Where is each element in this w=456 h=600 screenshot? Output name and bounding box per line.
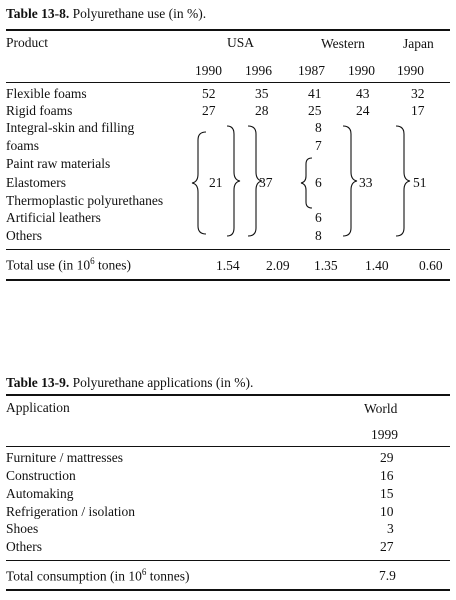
- row-label: Flexible foams: [6, 86, 87, 101]
- row-label: Thermoplastic polyurethanes: [6, 193, 164, 208]
- cell: 7: [315, 138, 322, 153]
- group-braces: [0, 0, 456, 260]
- cell: 1.35: [314, 258, 338, 273]
- row-label: Paint raw materials: [6, 156, 111, 171]
- row-label: Others: [6, 228, 42, 243]
- cell: 32: [411, 86, 425, 101]
- cell: 6: [315, 210, 322, 225]
- cell: 28: [255, 103, 269, 118]
- cell: 27: [380, 539, 394, 554]
- caption-label: Table 13-8.: [6, 6, 70, 21]
- cell: 10: [380, 504, 394, 519]
- header-year: 1996: [245, 63, 272, 78]
- header-year: 1990: [397, 63, 424, 78]
- total-label-end: tonnes): [146, 568, 190, 584]
- cell: 17: [411, 103, 425, 118]
- total-rule: [6, 249, 450, 250]
- cell: 27: [202, 103, 216, 118]
- cell: 29: [380, 450, 394, 465]
- header-year: 1999: [371, 427, 398, 442]
- header-japan: Japan: [403, 36, 434, 51]
- cell: 16: [380, 468, 394, 483]
- total-label-end: tones): [94, 257, 132, 273]
- header-usa: USA: [227, 35, 255, 50]
- cell: 43: [356, 86, 370, 101]
- row-label: Refrigeration / isolation: [6, 504, 135, 519]
- group-cell-japan-1990: 51: [413, 175, 427, 190]
- bottom-rule: [6, 589, 450, 591]
- row-label: Automaking: [6, 486, 74, 501]
- cell: 6: [315, 175, 322, 190]
- row-label: Others: [6, 539, 42, 554]
- cell: 35: [255, 86, 269, 101]
- cell: 8: [315, 120, 322, 135]
- cell: 7.9: [379, 568, 396, 583]
- cell: 25: [308, 103, 322, 118]
- cell: 1.40: [365, 258, 389, 273]
- header-year: 1990: [195, 63, 222, 78]
- total-label: [6, 568, 190, 583]
- header-year: 1987: [298, 63, 325, 78]
- cell: 15: [380, 486, 394, 501]
- caption-label: Table 13-9.: [6, 375, 70, 390]
- header-rule: [6, 446, 450, 447]
- cell: 52: [202, 86, 216, 101]
- row-label: Rigid foams: [6, 103, 73, 118]
- cell: 8: [315, 228, 322, 243]
- cell: 41: [308, 86, 322, 101]
- row-label: foams: [6, 138, 39, 153]
- cell: 1.54: [216, 258, 240, 273]
- header-year: 1990: [348, 63, 375, 78]
- row-label: Elastomers: [6, 175, 66, 190]
- cell: 3: [387, 521, 394, 536]
- bottom-rule: [6, 279, 450, 281]
- total-label-sup: 6: [141, 567, 147, 577]
- row-label: Furniture / mattresses: [6, 450, 123, 465]
- row-label: Construction: [6, 468, 76, 483]
- cell: 24: [356, 103, 370, 118]
- caption-text: Polyurethane use (in %).: [69, 6, 207, 21]
- total-label-sup: 6: [90, 256, 95, 266]
- top-rule: [6, 394, 450, 396]
- row-label: Artificial leathers: [6, 210, 101, 225]
- total-rule: [6, 560, 450, 561]
- table-caption: [6, 376, 253, 390]
- cell: 2.09: [266, 258, 290, 273]
- group-cell-western-1990: 33: [359, 175, 373, 190]
- header-application: Application: [6, 400, 70, 415]
- row-label: Shoes: [6, 521, 39, 536]
- total-label: [6, 257, 131, 272]
- group-cell-usa-1996: 37: [259, 175, 273, 190]
- header-product: Product: [6, 35, 48, 50]
- row-label: Integral-skin and filling: [6, 120, 135, 135]
- header-western: Western: [321, 36, 365, 51]
- header-world: World: [364, 401, 398, 416]
- total-label-text: Total use (in 10: [6, 257, 91, 273]
- cell: 0.60: [419, 258, 443, 273]
- caption-text: Polyurethane applications (in %).: [69, 375, 254, 390]
- total-label-text: Total consumption (in 10: [6, 568, 142, 584]
- group-cell-usa-1990: 21: [209, 175, 223, 190]
